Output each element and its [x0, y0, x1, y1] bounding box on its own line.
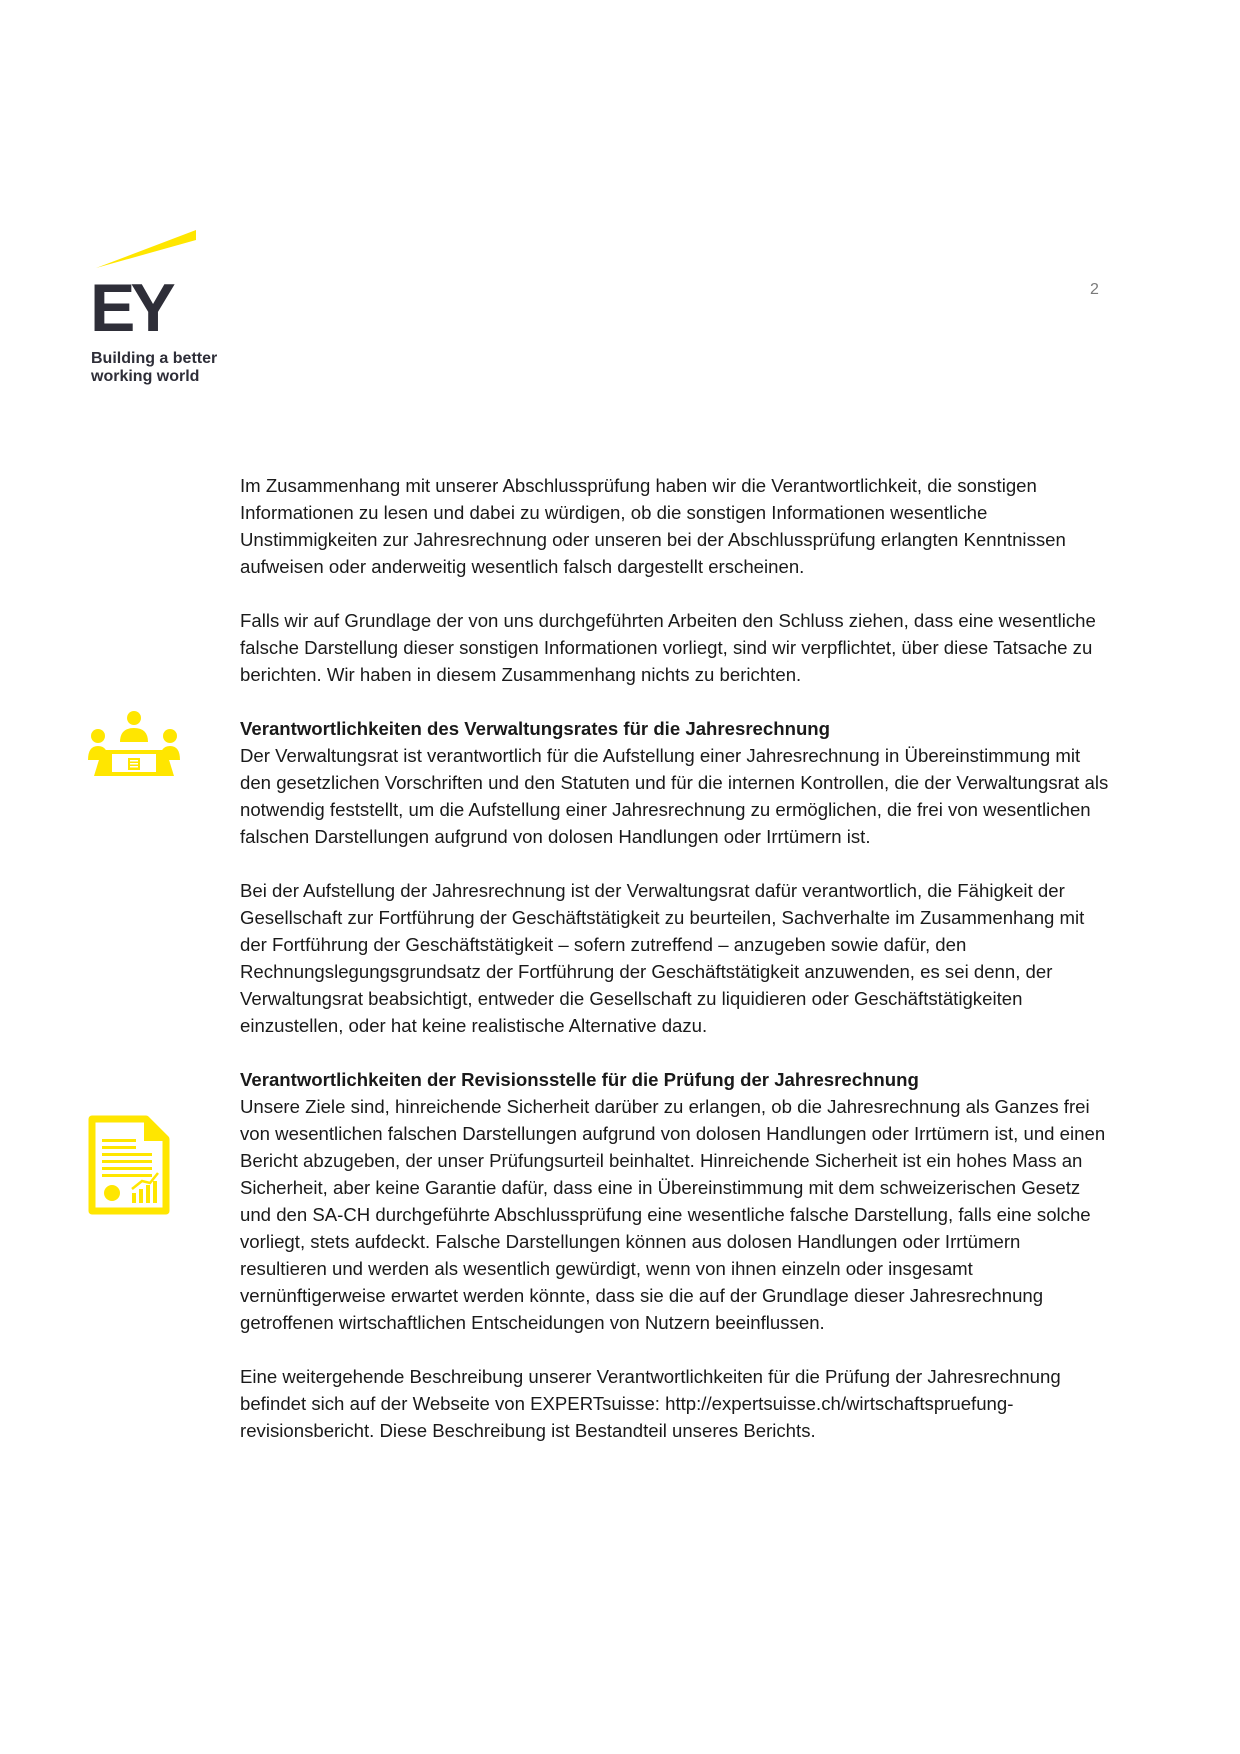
section-board-title: Verantwortlichkeiten des Verwaltungsrates für die Jahresrechnung	[240, 718, 831, 739]
section-audit-paragraph-1: Unsere Ziele sind, hinreichende Sicherheit darüber zu erlangen, ob die Jahresrechnung als Ganzes frei von wesentlichen falschen Darstellungen aufgrund von dolosen Handlungen oder Irrtümern ist, und einen Bericht abzugeben, der unser Prüfungsurteil beinhaltet. Hinreichende Sicherheit ist ein hohes Mass an Sicherheit, aber keine Garantie dafür, dass eine in Übereinstimmung mit dem schweizerischen Gesetz und den SA-CH durchgeführte Abschlussprüfung eine wesentliche falsche Darstellung, falls eine solche vorliegt, stets aufdeckt. Falsche Darstellungen können aus dolosen Handlungen oder Irrtümern resultieren und werden als wesentlich gewürdigt, wenn von ihnen einzeln oder insgesamt vernünftigerweise erwartet werden könnte, dass sie die auf der Grundlage dieser Jahresrechnung getroffenen wirtschaftlichen Entscheidungen von Nutzern beeinflussen.	[240, 1096, 1106, 1333]
ey-logo-tagline: Building a better working world	[91, 350, 218, 385]
section-board-responsibilities	[240, 715, 1110, 850]
report-chart-icon	[88, 1115, 170, 1215]
ey-logo-mark: EY	[90, 270, 171, 346]
section-board-paragraph-1: Der Verwaltungsrat ist verantwortlich für die Aufstellung einer Jahresrechnung in Übereinstimmung mit den gesetzlichen Vorschriften und den Statuten und für die internen Kontrollen, die der Verwaltungsrat als notwendig feststellt, um die Aufstellung einer Jahresrechnung zu ermöglichen, die frei von wesentlichen falschen Darstellungen aufgrund von dolosen Handlungen oder Irrtümern ist.	[240, 745, 1109, 847]
report-body	[240, 472, 1110, 1471]
paragraph-other-information: Im Zusammenhang mit unserer Abschlussprüfung haben wir die Verantwortlichkeit, die sonstigen Informationen zu lesen und dabei zu würdigen, ob die sonstigen Informationen wesentliche Unstimmigkeiten zur Jahresrechnung oder unseren bei der Abschlussprüfung erlangten Kenntnissen aufweisen oder anderweitig wesentlich falsch dargestellt erscheinen.	[240, 475, 1066, 577]
section-audit-title: Verantwortlichkeiten der Revisionsstelle für die Prüfung der Jahresrechnung	[240, 1069, 919, 1090]
section-board-paragraph-2: Bei der Aufstellung der Jahresrechnung ist der Verwaltungsrat dafür verantwortlich, die Fähigkeit der Gesellschaft zur Fortführung der Geschäftstätigkeit zu beurteilen, Sachverhalte im Zusammenhang mit der Fortführung der Geschäftstätigkeit – sofern zutreffend – anzugeben sowie dafür, den Rechnungslegungsgrundsatz der Fortführung der Geschäftstätigkeit anzuwenden, es sei denn, der Verwaltungsrat beabsichtigt, entweder die Gesellschaft zu liquidieren oder Geschäftstätigkeiten einzustellen, oder hat keine realistische Alternative dazu.	[240, 880, 1085, 1036]
section-audit-responsibilities	[240, 1066, 1110, 1336]
paragraph-reporting: Falls wir auf Grundlage der von uns durchgeführten Arbeiten den Schluss ziehen, dass eine wesentliche falsche Darstellung dieser sonstigen Informationen vorliegt, sind wir verpflichtet, über diese Tatsache zu berichten. Wir haben in diesem Zusammenhang nichts zu berichten.	[240, 610, 1096, 685]
ey-logo-bar-icon	[90, 230, 200, 270]
section-audit-paragraph-2: Eine weitergehende Beschreibung unserer Verantwortlichkeiten für die Prüfung der Jahresrechnung befindet sich auf der Webseite von EXPERTsuisse: http://expertsuisse.ch/wirtschaftspruefung-revisionsbericht. Diese Beschreibung ist Bestandteil unseres Berichts.	[240, 1366, 1061, 1441]
page-number: 2	[1090, 281, 1099, 298]
ey-logo	[90, 230, 240, 390]
board-meeting-icon	[88, 710, 180, 782]
